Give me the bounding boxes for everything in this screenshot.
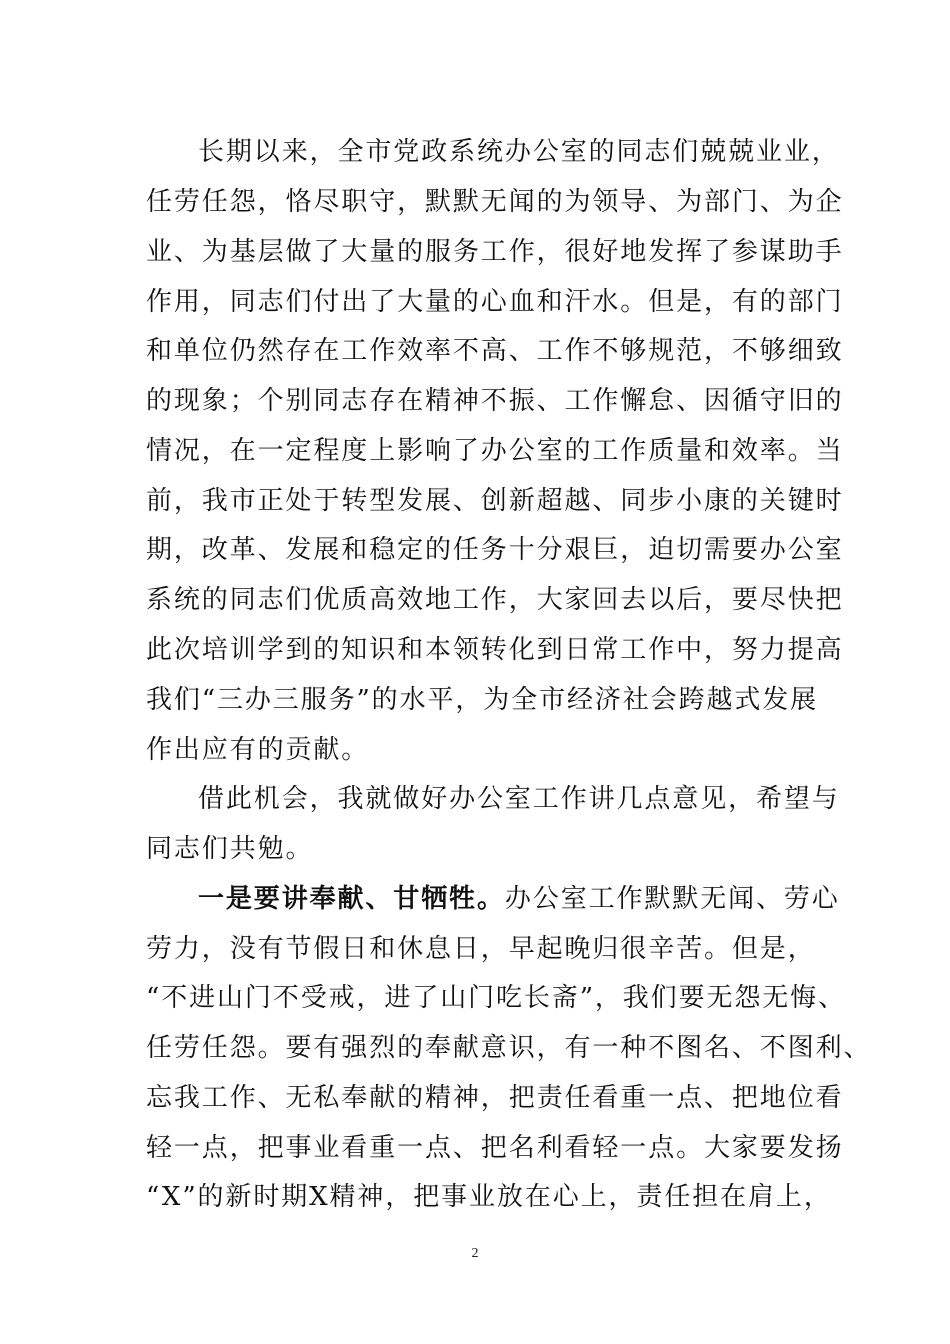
paragraph-line: 期，改革、发展和稳定的任务十分艰巨，迫切需要办公室 [146, 535, 844, 565]
paragraph-line: 作用，同志们付出了大量的心血和汗水。但是，有的部门 [146, 287, 844, 317]
paragraph-line: “X”的新时期X精神，把事业放在心上，责任担在肩上， [146, 1182, 832, 1212]
paragraph-line: 忘我工作、无私奉献的精神，把责任看重一点、把地位看 [146, 1083, 844, 1113]
section-first-line [198, 882, 868, 916]
paragraph-line: 情况，在一定程度上影响了办公室的工作质量和效率。当 [146, 436, 844, 466]
paragraph-line: 业、为基层做了大量的服务工作，很好地发挥了参谋助手 [146, 237, 844, 267]
paragraph-line: 长期以来，全市党政系统办公室的同志们兢兢业业， [198, 137, 840, 167]
paragraph-line: 任劳任怨。要有强烈的奉献意识，有一种不图名、不图利、 [146, 1033, 872, 1063]
paragraph-line: 轻一点，把事业看重一点、把名利看轻一点。大家要发扬 [146, 1133, 844, 1163]
paragraph-line: 借此机会，我就做好办公室工作讲几点意见，希望与 [198, 784, 840, 814]
paragraph-line: 此次培训学到的知识和本领转化到日常工作中，努力提高 [146, 635, 844, 665]
paragraph-line: 系统的同志们优质高效地工作，大家回去以后，要尽快把 [146, 585, 844, 615]
paragraph-line: 的现象；个别同志存在精神不振、工作懈怠、因循守旧的 [146, 386, 844, 416]
section-heading: 一是要讲奉献、甘牺牲。 [198, 884, 505, 914]
paragraph-line: 劳力，没有节假日和休息日，早起晚归很辛苦。但是， [146, 934, 816, 964]
paragraph-line: 任劳任怨，恪尽职守，默默无闻的为领导、为部门、为企 [146, 187, 844, 217]
paragraph-line: 前，我市正处于转型发展、创新超越、同步小康的关键时 [146, 486, 844, 516]
paragraph-line: “不进山门不受戒，进了山门吃长斋”，我们要无怨无悔、 [146, 983, 846, 1013]
paragraph-line: 我们“三办三服务”的水平，为全市经济社会跨越式发展 [146, 685, 819, 715]
page-number: 2 [471, 1246, 479, 1261]
paragraph-line: 同志们共勉。 [146, 834, 314, 864]
section-text: 办公室工作默默无闻、劳心 [504, 884, 840, 914]
paragraph-line: 作出应有的贡献。 [146, 735, 370, 765]
paragraph-line: 和单位仍然存在工作效率不高、工作不够规范，不够细致 [146, 336, 844, 366]
